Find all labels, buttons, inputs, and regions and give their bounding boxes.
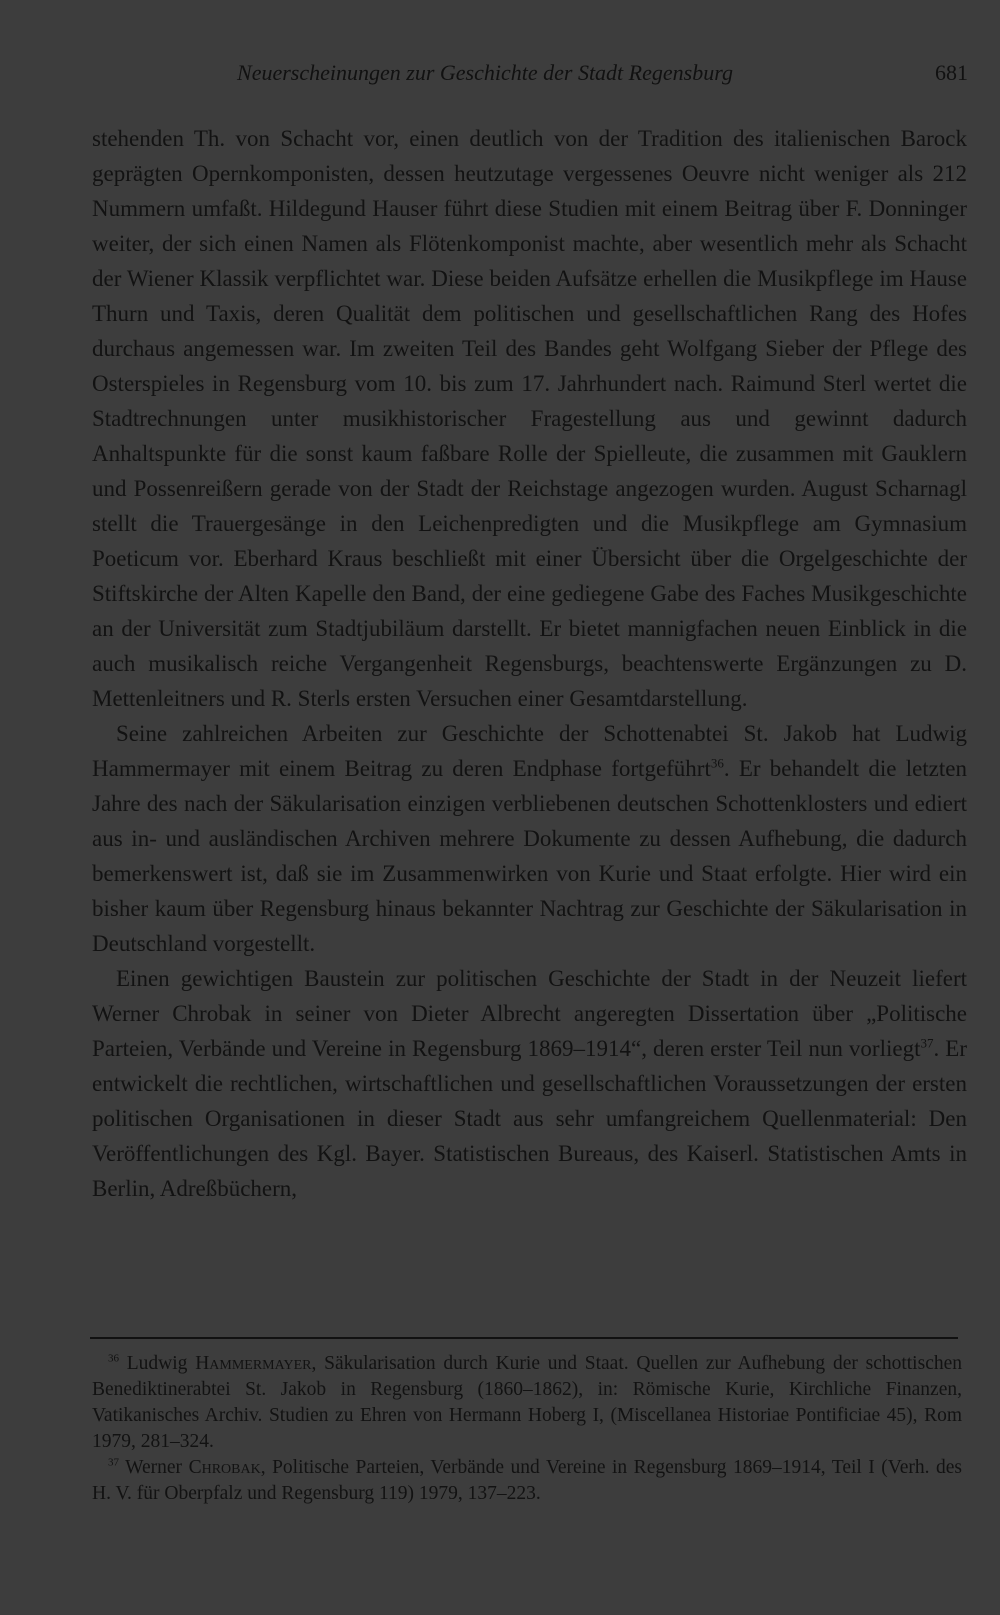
footnotes xyxy=(92,1351,962,1507)
body-text xyxy=(92,121,967,1206)
paragraph-3 xyxy=(92,961,967,1206)
footnote-36-author-last: Hammermayer xyxy=(195,1353,312,1374)
footnote-36 xyxy=(92,1351,962,1455)
footnote-ref-36: 36 xyxy=(710,755,724,771)
footnote-number-37: 37 xyxy=(108,1456,119,1469)
footnote-ref-37: 37 xyxy=(920,1035,934,1051)
running-head xyxy=(90,55,968,91)
paragraph-2-text-b: . Er behandelt die letzten Jahre des nach der Säkularisation einzigen verbliebenen deutschen Schottenklosters und ediert aus in- und ausländischen Archiven mehrere Dokumente zu dessen Aufhebung, die dadurch bemerkenswert ist, daß sie im Zusammenwirken von Kurie und Staat erfolgte. Hier wird ein bisher kaum über Regensburg hinaus bekannter Nachtrag zur Geschichte der Säkularisation in Deutschland vorgestellt. xyxy=(92,756,967,956)
paragraph-3-text-b: . Er entwickelt die rechtlichen, wirtschaftlichen und gesellschaftlichen Voraussetzungen der ersten politischen Organisationen in dieser Stadt aus sehr umfangreichem Quellenmaterial: Den Veröffentlichungen des Kgl. Bayer. Statistischen Bureaus, des Kaiserl. Statistischen Amts in Berlin, Adreßbüchern, xyxy=(92,1036,967,1201)
paragraph-3-text-a: Einen gewichtigen Baustein zur politischen Geschichte der Stadt in der Neuzeit liefert Werner Chrobak in seiner von Dieter Albrecht angeregten Dissertation über „Politische Parteien, Verbände und Vereine in Regensburg 1869–1914“, deren erster Teil nun vorliegt xyxy=(92,966,967,1061)
footnote-37-author-first: Werner xyxy=(125,1457,183,1478)
footnote-divider xyxy=(90,1337,958,1339)
paragraph-1: stehenden Th. von Schacht vor, einen deutlich von der Tradition des italienischen Barock geprägten Opernkomponisten, dessen heutzutage vergessenes Oeuvre nicht weniger als 212 Nummern umfaßt. Hildegund Hauser führt diese Studien mit einem Beitrag über F. Donninger weiter, der sich einen Namen als Flötenkomponist machte, aber wesentlich mehr als Schacht der Wiener Klassik verpflichtet war. Diese beiden Aufsätze erhellen die Musikpflege im Hause Thurn und Taxis, deren Qualität dem politischen und gesellschaftlichen Rang des Hofes durchaus angemessen war. Im zweiten Teil des Bandes geht Wolfgang Sieber der Pflege des Osterspieles in Regensburg vom 10. bis zum 17. Jahrhundert nach. Raimund Sterl wertet die Stadtrechnungen unter musikhistorischer Fragestellung aus und gewinnt dadurch Anhaltspunkte für die sonst kaum faßbare Rolle der Spielleute, die zusammen mit Gauklern und Possenreißern gerade von der Stadt der Reichstage angezogen wurden. August Scharnagl stellt die Trauergesänge in den Leichenpredigten und die Musikpflege am Gymnasium Poeticum vor. Eberhard Kraus beschließt mit einer Übersicht über die Orgelgeschichte der Stiftskirche der Alten Kapelle den Band, der eine gediegene Gabe des Faches Musikgeschichte an der Universität zum Stadtjubiläum darstellt. Er bietet mannigfachen neuen Einblick in die auch musikalisch reiche Vergangenheit Regensburgs, beachtenswerte Ergänzungen zu D. Mettenleitners und R. Sterls ersten Versuchen einer Gesamtdarstellung. xyxy=(92,126,967,711)
footnote-36-text: , Säkularisation durch Kurie und Staat. Quellen zur Aufhebung der schottischen Benediktinerabtei St. Jakob in Regensburg (1860–1862), in: Römische Kurie, Kirchliche Finanzen, Vatikanisches Archiv. Studien zu Ehren von Hermann Hoberg I, (Miscellanea Historiae Pontificiae 45), Rom 1979, 281–324. xyxy=(92,1353,962,1452)
running-title: Neuerscheinungen zur Geschichte der Stadt Regensburg xyxy=(237,60,733,85)
footnote-37-text: , Politische Parteien, Verbände und Vereine in Regensburg 1869–1914, Teil I (Verh. des H. V. für Oberpfalz und Regensburg 119) 1979, 137–223. xyxy=(92,1457,962,1504)
page-number: 681 xyxy=(935,60,968,85)
footnote-37 xyxy=(92,1455,962,1507)
footnote-37-author-last: Chrobak xyxy=(188,1457,261,1478)
paragraph-2 xyxy=(92,716,967,961)
footnote-number-36: 36 xyxy=(108,1352,119,1365)
footnote-36-author-first: Ludwig xyxy=(126,1353,188,1374)
paragraph-2-text-a: Seine zahlreichen Arbeiten zur Geschichte der Schottenabtei St. Jakob hat Ludwig Hammermayer mit einem Beitrag zu deren Endphase fortgeführt xyxy=(92,721,967,781)
